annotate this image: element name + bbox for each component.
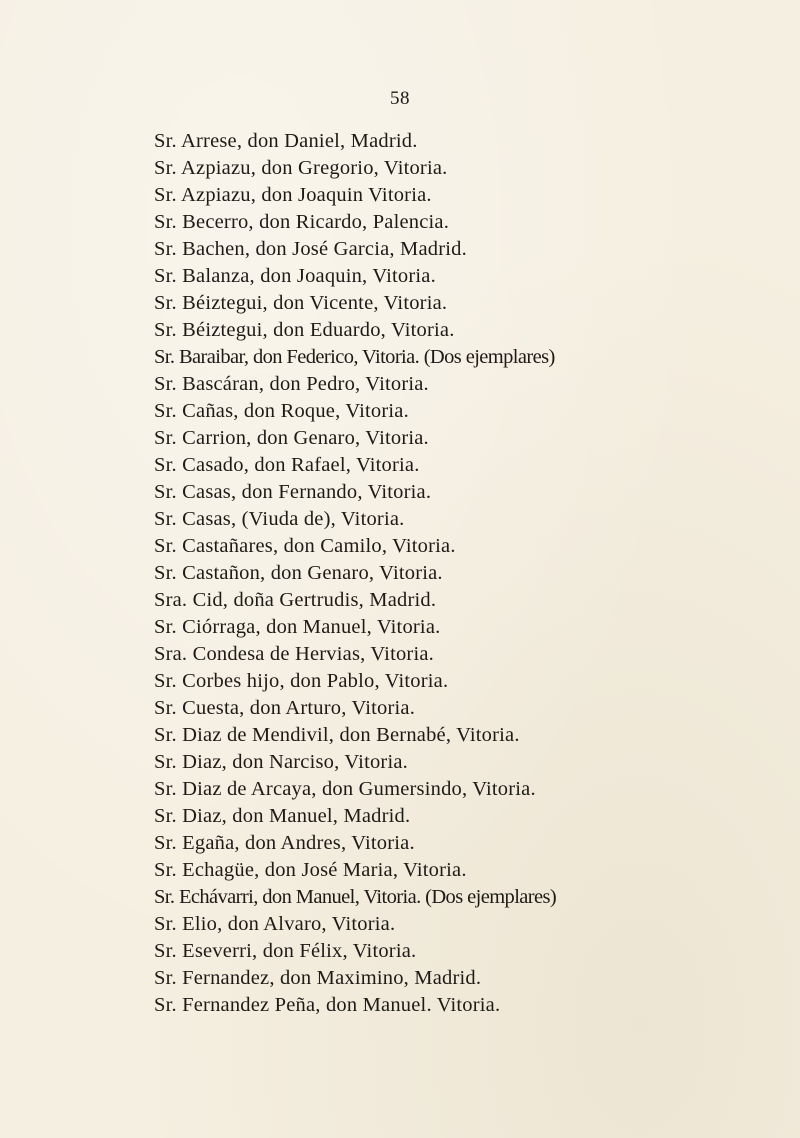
list-item: Sr. Diaz de Mendivil, don Bernabé, Vitoria.	[154, 724, 520, 746]
list-item: Sr. Diaz, don Narciso, Vitoria.	[154, 751, 408, 773]
list-item: Sr. Azpiazu, don Joaquin Vitoria.	[154, 184, 432, 206]
list-item: Sr. Elio, don Alvaro, Vitoria.	[154, 913, 396, 935]
page-number: 58	[390, 88, 410, 109]
list-item: Sr. Bachen, don José Garcia, Madrid.	[154, 238, 467, 260]
list-item: Sr. Egaña, don Andres, Vitoria.	[154, 832, 415, 854]
list-item: Sr. Casas, (Viuda de), Vitoria.	[154, 508, 405, 530]
list-item: Sr. Castañon, don Genaro, Vitoria.	[154, 562, 443, 584]
list-item: Sr. Fernandez, don Maximino, Madrid.	[154, 967, 482, 989]
list-item: Sra. Condesa de Hervias, Vitoria.	[154, 643, 434, 665]
list-item: Sr. Béiztegui, don Eduardo, Vitoria.	[154, 319, 455, 341]
subscriber-list	[154, 128, 794, 1019]
list-item: Sr. Balanza, don Joaquin, Vitoria.	[154, 265, 436, 287]
list-item: Sr. Corbes hijo, don Pablo, Vitoria.	[154, 670, 449, 692]
list-item: Sr. Becerro, don Ricardo, Palencia.	[154, 211, 450, 233]
list-item: Sr. Echávarri, don Manuel, Vitoria. (Dos ejemplares)	[154, 886, 557, 908]
list-item: Sr. Azpiazu, don Gregorio, Vitoria.	[154, 157, 448, 179]
list-item: Sr. Casas, don Fernando, Vitoria.	[154, 481, 432, 503]
list-item: Sr. Baraibar, don Federico, Vitoria. (Dos ejemplares)	[154, 346, 555, 368]
list-item: Sr. Eseverri, don Félix, Vitoria.	[154, 940, 417, 962]
list-item: Sr. Castañares, don Camilo, Vitoria.	[154, 535, 456, 557]
list-item: Sr. Fernandez Peña, don Manuel. Vitoria.	[154, 994, 501, 1016]
list-item: Sr. Arrese, don Daniel, Madrid.	[154, 130, 418, 152]
list-item: Sr. Bascáran, don Pedro, Vitoria.	[154, 373, 429, 395]
list-item: Sr. Echagüe, don José Maria, Vitoria.	[154, 859, 467, 881]
list-item: Sr. Béiztegui, don Vicente, Vitoria.	[154, 292, 448, 314]
list-item: Sr. Ciórraga, don Manuel, Vitoria.	[154, 616, 441, 638]
list-item: Sra. Cid, doña Gertrudis, Madrid.	[154, 589, 437, 611]
list-item: Sr. Diaz de Arcaya, don Gumersindo, Vitoria.	[154, 778, 536, 800]
list-item: Sr. Cuesta, don Arturo, Vitoria.	[154, 697, 416, 719]
list-item: Sr. Casado, don Rafael, Vitoria.	[154, 454, 420, 476]
list-item: Sr. Cañas, don Roque, Vitoria.	[154, 400, 409, 422]
list-item: Sr. Carrion, don Genaro, Vitoria.	[154, 427, 429, 449]
list-item: Sr. Diaz, don Manuel, Madrid.	[154, 805, 411, 827]
